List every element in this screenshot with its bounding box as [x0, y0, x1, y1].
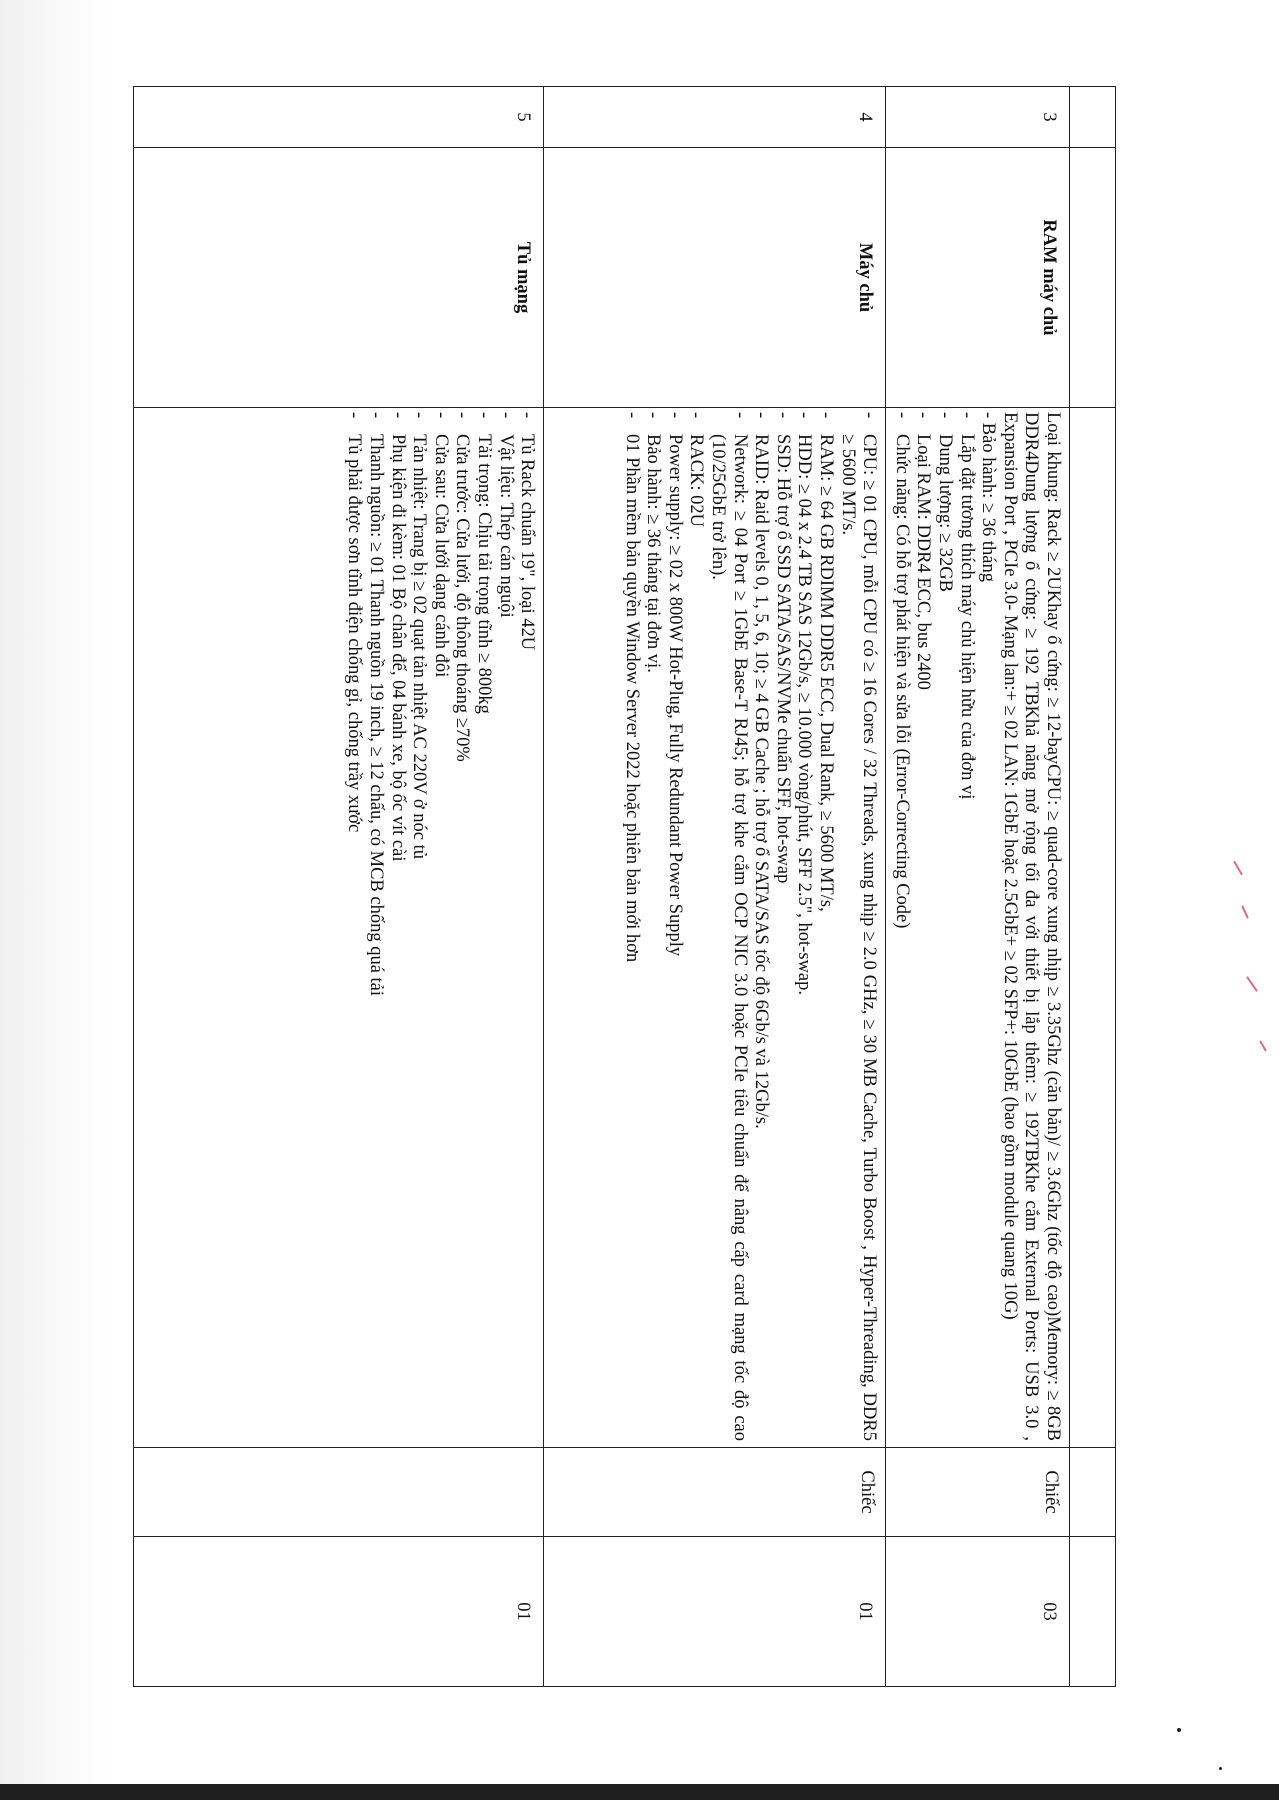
spec-line: - Cửa sau: Cửa lưới dạng cánh đôi [430, 412, 451, 678]
equipment-spec-table [133, 86, 1116, 1687]
spec-line: - Network: ≥ 04 Port ≥ 1GbE Base-T RJ45; hỗ trợ khe cắm OCP NIC 3.0 hoặc PCIe tiêu chuẩn để nâng cấp card mạng tốc độ cao (10/25GbE trở lên). [708, 412, 750, 1441]
spec-line: - HDD: ≥ 04 x 2.4 TB SAS 12Gb/s, ≥ 10.000 vòng/phút, SFF 2.5", hot-swap. [794, 412, 815, 995]
red-pen-mark [1241, 905, 1249, 919]
spec-line: - Phụ kiện đi kèm: 01 Bộ chân đế, 04 bánh xe, bộ ốc vít cài [387, 412, 408, 862]
row-number: 5 [134, 87, 544, 148]
red-pen-mark [1233, 861, 1243, 876]
spec-line: - RAID: Raid levels 0, 1, 5, 6, 10; ≥ 4 GB Cache ; hỗ trợ ổ SATA/SAS tốc độ 6Gb/s và 12Gb/s. [751, 412, 772, 1129]
spec-line: - Loại RAM: DDR4 ECC, bus 2400 [913, 412, 934, 690]
spec-paragraph: - Bảo hành: ≥ 36 tháng [978, 412, 999, 582]
spec-line: - Dung lượng: ≥ 32GB [935, 412, 956, 592]
item-specs [886, 408, 1070, 1448]
spec-line: - SSD: Hỗ trợ ổ SSD SATA/SAS/NVMe chuẩn SFF, hot-swap [772, 412, 793, 884]
table-row-top-blank [1070, 87, 1116, 1687]
item-quantity: 01 [134, 1537, 544, 1687]
item-quantity: 03 [886, 1537, 1070, 1687]
spec-line: - CPU: ≥ 01 CPU, mỗi CPU có ≥ 16 Cores / 32 Threads, xung nhịp ≥ 2.0 GHz, ≥ 30 MB Cache, Turbo Boost , Hyper-Threading, DDR5 ≥ 5600 MT/s. [837, 412, 880, 1441]
scan-speck [1219, 1767, 1222, 1770]
item-unit [134, 1448, 544, 1537]
scan-bottom-bar [0, 1784, 1279, 1800]
spec-line: - Bảo hành: ≥ 36 tháng tại đơn vị. [643, 412, 664, 673]
spec-line: - Power supply: ≥ 02 x 800W Hot-Plug, Fully Redundant Power Supply [664, 412, 685, 957]
table-row [544, 87, 886, 1687]
scan-edge [0, 0, 110, 1800]
scan-speck [1177, 1728, 1181, 1732]
item-name: Tủ mạng [134, 148, 544, 408]
spec-line: - Tủ phải được sơn tĩnh điện chống gỉ, chống trầy xước [344, 412, 365, 833]
spec-line: - Cửa trước: Cửa lưới, độ thông thoáng ≥70% [452, 412, 473, 762]
row-number: 4 [544, 87, 886, 148]
item-name: RAM máy chủ [886, 148, 1070, 408]
spec-line: - Tản nhiệt: Trang bị ≥ 02 quạt tản nhiệt AC 220V ở nóc tủ [409, 412, 430, 860]
table-row [886, 87, 1070, 1687]
item-specs [544, 408, 886, 1448]
spec-line: - Thanh nguồn: ≥ 01 Thanh nguồn 19 inch, ≥ 12 chấu, có MCB chống quá tải [366, 412, 387, 997]
spec-line: - Lắp đặt tương thích máy chủ hiện hữu của đơn vị [956, 412, 977, 800]
item-unit: Chiếc [544, 1448, 886, 1537]
spec-line: - Vật liệu: Thép cán nguội [495, 412, 516, 618]
spec-line: - Tải trọng: Chịu tải trọng tĩnh ≥ 800kg [474, 412, 495, 714]
item-unit: Chiếc [886, 1448, 1070, 1537]
spec-paragraph: Loại khung: Rack ≥ 2UKhay ổ cứng: ≥ 12-bayCPU: ≥ quad-core xung nhịp ≥ 3.35Ghz (căn bản)/ ≥ 3.6Ghz (tốc độ cao)Memory: ≥ 8GB DDR4Dung lượng ổ cứng: ≥ 192 TBKhả năng mở rộng tối đa với thiết bị lắp thêm: ≥ 192TBKhe cắm External Ports: USB 3.0 , Expansion Port , PCIe 3.0- Mạng lan:+ ≥ 02 LAN: 1GbE hoặc 2.5GbE+ ≥ 02 SFP+: 10GbE (bao gồm module quang 10G) [999, 412, 1063, 1441]
blank-cell [1070, 148, 1116, 408]
red-pen-mark [1246, 976, 1258, 992]
row-number: 3 [886, 87, 1070, 148]
spec-line: - 01 Phần mềm bản quyền Window Server 2022 hoặc phiên bản mới hơn [621, 412, 642, 963]
red-pen-mark [1259, 1040, 1267, 1051]
blank-cell [1070, 408, 1116, 1448]
item-name: Máy chủ [544, 148, 886, 408]
blank-cell [1070, 1448, 1116, 1537]
rotated-document-sheet [146, 86, 1116, 1686]
item-specs [134, 408, 544, 1448]
blank-cell [1070, 87, 1116, 148]
spec-line: - Tủ Rack chuẩn 19", loại 42U [517, 412, 538, 651]
spec-line: - RACK: 02U [686, 412, 707, 528]
spec-line: - Chức năng: Có hỗ trợ phát hiện và sửa lỗi (Error-Correcting Code) [891, 412, 912, 929]
table-row [134, 87, 544, 1687]
blank-cell [1070, 1537, 1116, 1687]
spec-line: - RAM: ≥ 64 GB RDIMM DDR5 ECC, Dual Rank, ≥ 5600 MT/s, [816, 412, 837, 912]
item-quantity: 01 [544, 1537, 886, 1687]
